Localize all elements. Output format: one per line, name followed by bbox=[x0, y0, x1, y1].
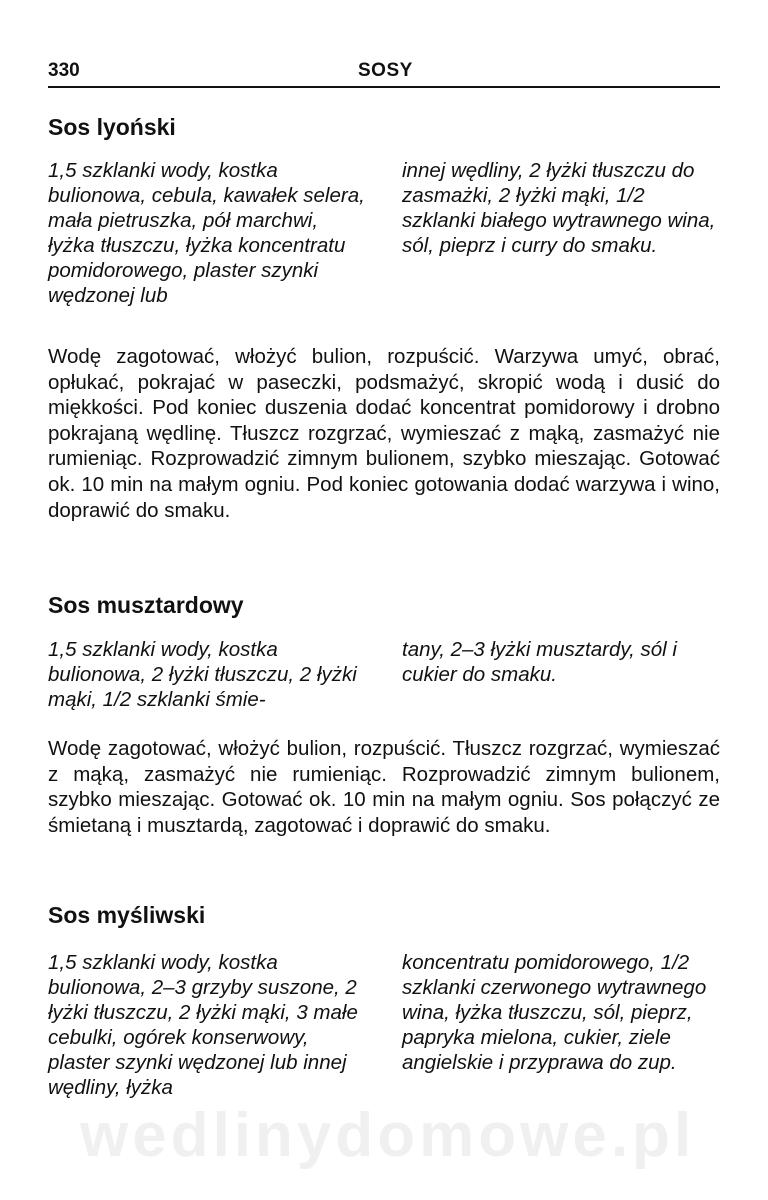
book-page bbox=[48, 52, 720, 1099]
ingredients-right-column: koncentratu pomidorowego, 1/2 szklanki czerwonego wytrawnego wina, łyżka tłuszczu, sól, pieprz, papryka mielona, cukier, ziele angielskie i przyprawa do zup. bbox=[402, 951, 707, 1074]
recipe-title-musztardowy: Sos musztardowy bbox=[48, 592, 244, 618]
running-title: SOSY bbox=[358, 60, 413, 81]
ingredients-mysliwski bbox=[48, 950, 720, 1100]
ingredients-right-column: innej wędliny, 2 łyżki tłuszczu do zasmażki, 2 łyżki mąki, 1/2 szklanki białego wytrawnego wina, sól, pieprz i curry do smaku. bbox=[402, 159, 716, 257]
ingredients-right-column: tany, 2–3 łyżki musztardy, sól i cukier do smaku. bbox=[402, 638, 677, 686]
ingredients-left-column: 1,5 szklanki wody, kostka bulionowa, cebula, kawałek selera, mała pietruszka, pół marchwi, łyżka tłuszczu, łyżka koncentratu pomidorowego, plaster szynki wędzonej lub bbox=[48, 159, 365, 307]
ingredients-left-column: 1,5 szklanki wody, kostka bulionowa, 2–3 grzyby suszone, 2 łyżki tłuszczu, 2 łyżki mąki, 3 małe cebulki, ogórek konserwowy, plaster szynki wędzonej lub innej wędliny, łyżka bbox=[48, 951, 358, 1099]
instructions-musztardowy: Wodę zagotować, włożyć bulion, rozpuścić. Tłuszcz rozgrzać, wymieszać z mąką, zasmażyć nie rumieniąc. Rozprowadzić zimnym bulionem, szybko mieszając. Gotować ok. 10 min na małym ogniu. Sos połączyć ze śmietaną i musztardą, zagotować i doprawić do smaku. bbox=[48, 737, 720, 837]
ingredients-lyonski bbox=[48, 158, 720, 308]
page-number: 330 bbox=[48, 60, 80, 81]
page-header bbox=[48, 52, 720, 88]
instructions-lyonski: Wodę zagotować, włożyć bulion, rozpuścić. Warzywa umyć, obrać, opłukać, pokrajać w paseczki, podsmażyć, skropić wodą i dusić do miękkości. Pod koniec duszenia dodać koncentrat pomidorowy i drobno pokrajaną wędlinę. Tłuszcz rozgrzać, wymieszać z mąką, zasmażyć nie rumieniąc. Rozprowadzić zimnym bulionem, szybko mieszając. Gotować ok. 10 min na małym ogniu. Pod koniec gotowania dodać warzywa i wino, doprawić do smaku. bbox=[48, 345, 720, 522]
recipe-title-lyonski: Sos lyoński bbox=[48, 114, 176, 140]
ingredients-left-column: 1,5 szklanki wody, kostka bulionowa, 2 łyżki tłuszczu, 2 łyżki mąki, 1/2 szklanki śmie- bbox=[48, 638, 357, 711]
ingredients-musztardowy bbox=[48, 637, 720, 712]
watermark: wedlinydomowe.pl bbox=[80, 1101, 696, 1170]
recipe-title-mysliwski: Sos myśliwski bbox=[48, 902, 206, 928]
